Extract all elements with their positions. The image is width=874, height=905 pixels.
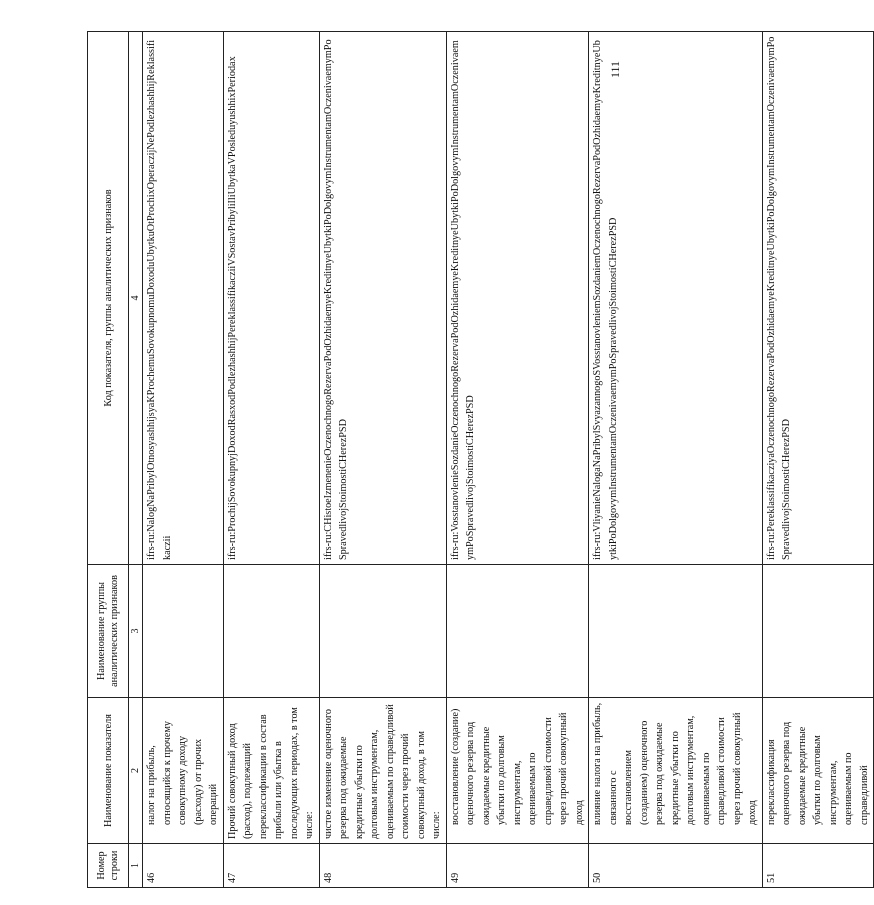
group-name bbox=[223, 565, 319, 698]
column-number: 4 bbox=[129, 32, 143, 565]
page-number: 111 bbox=[607, 60, 622, 79]
table-row bbox=[762, 32, 874, 888]
indicator-name: налог на прибыль, относящийся к прочему совокупному доходу (расходу) от прочих операций bbox=[143, 698, 224, 844]
table-row bbox=[319, 32, 446, 888]
row-number: 49 bbox=[446, 844, 589, 888]
indicator-code: ifrs-ru:VosstanovlenieSozdanieOczenochnogoRezervaPodOzhidaemyeKreditnyeUbytkiPoDolgovymInstrumentamOczenivaemymPoSpravedlivojStoimostiCHerezPSD bbox=[446, 32, 589, 565]
row-number: 51 bbox=[762, 844, 874, 888]
header-row-number: Номер строки bbox=[88, 844, 129, 888]
row-number: 47 bbox=[223, 844, 319, 888]
group-name bbox=[143, 565, 224, 698]
table-row bbox=[223, 32, 319, 888]
header-group-name: Наименование группы аналитических признаков bbox=[88, 565, 129, 698]
header-indicator-code: Код показателя, группы аналитических признаков bbox=[88, 32, 129, 565]
group-name bbox=[762, 565, 874, 698]
indicator-code: ifrs-ru:ProchijSovokupnyjDoxodRasxodPodlezhashhijPereklassifikacziiVSostavPribyliIliUbytkaVPosleduyushhixPeriodax bbox=[223, 32, 319, 565]
indicator-code: ifrs-ru:NalogNaPribylOtnosyashhijsyaKProchemuSovokupnomuDoxoduUbytkuOtProchixOperaczijNePodlezhashhijReklassifikaczii bbox=[143, 32, 224, 565]
column-number: 1 bbox=[129, 844, 143, 888]
row-number: 46 bbox=[143, 844, 224, 888]
table-row bbox=[589, 32, 763, 888]
indicator-name: чистое изменение оценочного резерва под ожидаемые кредитные убытки по долговым инструментам, оцениваемым по справедливой стоимости через прочий совокупный доход, в том числе: bbox=[319, 698, 446, 844]
group-name bbox=[589, 565, 763, 698]
indicator-code: ifrs-ru:VliyanieNalogaNaPribylSvyazannogoSVosstanovleniemSozdaniemOczenochnogoRezervaPodOzhidaemyeKreditnyeUbytkiPoDolgovymInstrumentamOczenivaemymPoSpravedlivojStoimostiCHerezPSD bbox=[589, 32, 763, 565]
indicator-name: переклассификация оценочного резерва под ожидаемые кредитные убытки по долговым инструментам, оцениваемым по справедливой bbox=[762, 698, 874, 844]
indicator-table bbox=[87, 31, 874, 888]
group-name bbox=[319, 565, 446, 698]
table-row bbox=[446, 32, 589, 888]
indicator-code: ifrs-ru:PereklassifikacziyaOczenochnogoRezervaPodOzhidaemyeKreditnyeUbytkiPoDolgovymInstrumentamOczenivaemymPoSpravedlivojStoimostiCHerezPSD bbox=[762, 32, 874, 565]
indicator-name: Прочий совокупный доход (расход), подлежащий переклассификации в состав прибыли или убытка в последующих периодах, в том числе: bbox=[223, 698, 319, 844]
indicator-code: ifrs-ru:CHistoeIzmenenieOczenochnogoRezervaPodOzhidaemyeKreditnyeUbytkiPoDolgovymInstrumentamOczenivaemymPoSpravedlivojStoimostiCHerezPSD bbox=[319, 32, 446, 565]
row-number: 48 bbox=[319, 844, 446, 888]
indicator-name: влияние налога на прибыль, связанного с восстановлением (созданием) оценочного резерва под ожидаемые кредитные убытки по долговым инструментам, оцениваемым по справедливой стоимости через прочий совокупный доход bbox=[589, 698, 763, 844]
header-indicator-name: Наименование показателя bbox=[88, 698, 129, 844]
table-header-row bbox=[88, 32, 129, 888]
rotated-table-container bbox=[87, 32, 870, 888]
column-number-row bbox=[129, 32, 143, 888]
column-number: 2 bbox=[129, 698, 143, 844]
group-name bbox=[446, 565, 589, 698]
column-number: 3 bbox=[129, 565, 143, 698]
table-row bbox=[143, 32, 224, 888]
indicator-name: восстановление (создание) оценочного резерва под ожидаемые кредитные убытки по долговым инструментам, оцениваемым по справедливой стоимости через прочий совокупный доход bbox=[446, 698, 589, 844]
row-number: 50 bbox=[589, 844, 763, 888]
